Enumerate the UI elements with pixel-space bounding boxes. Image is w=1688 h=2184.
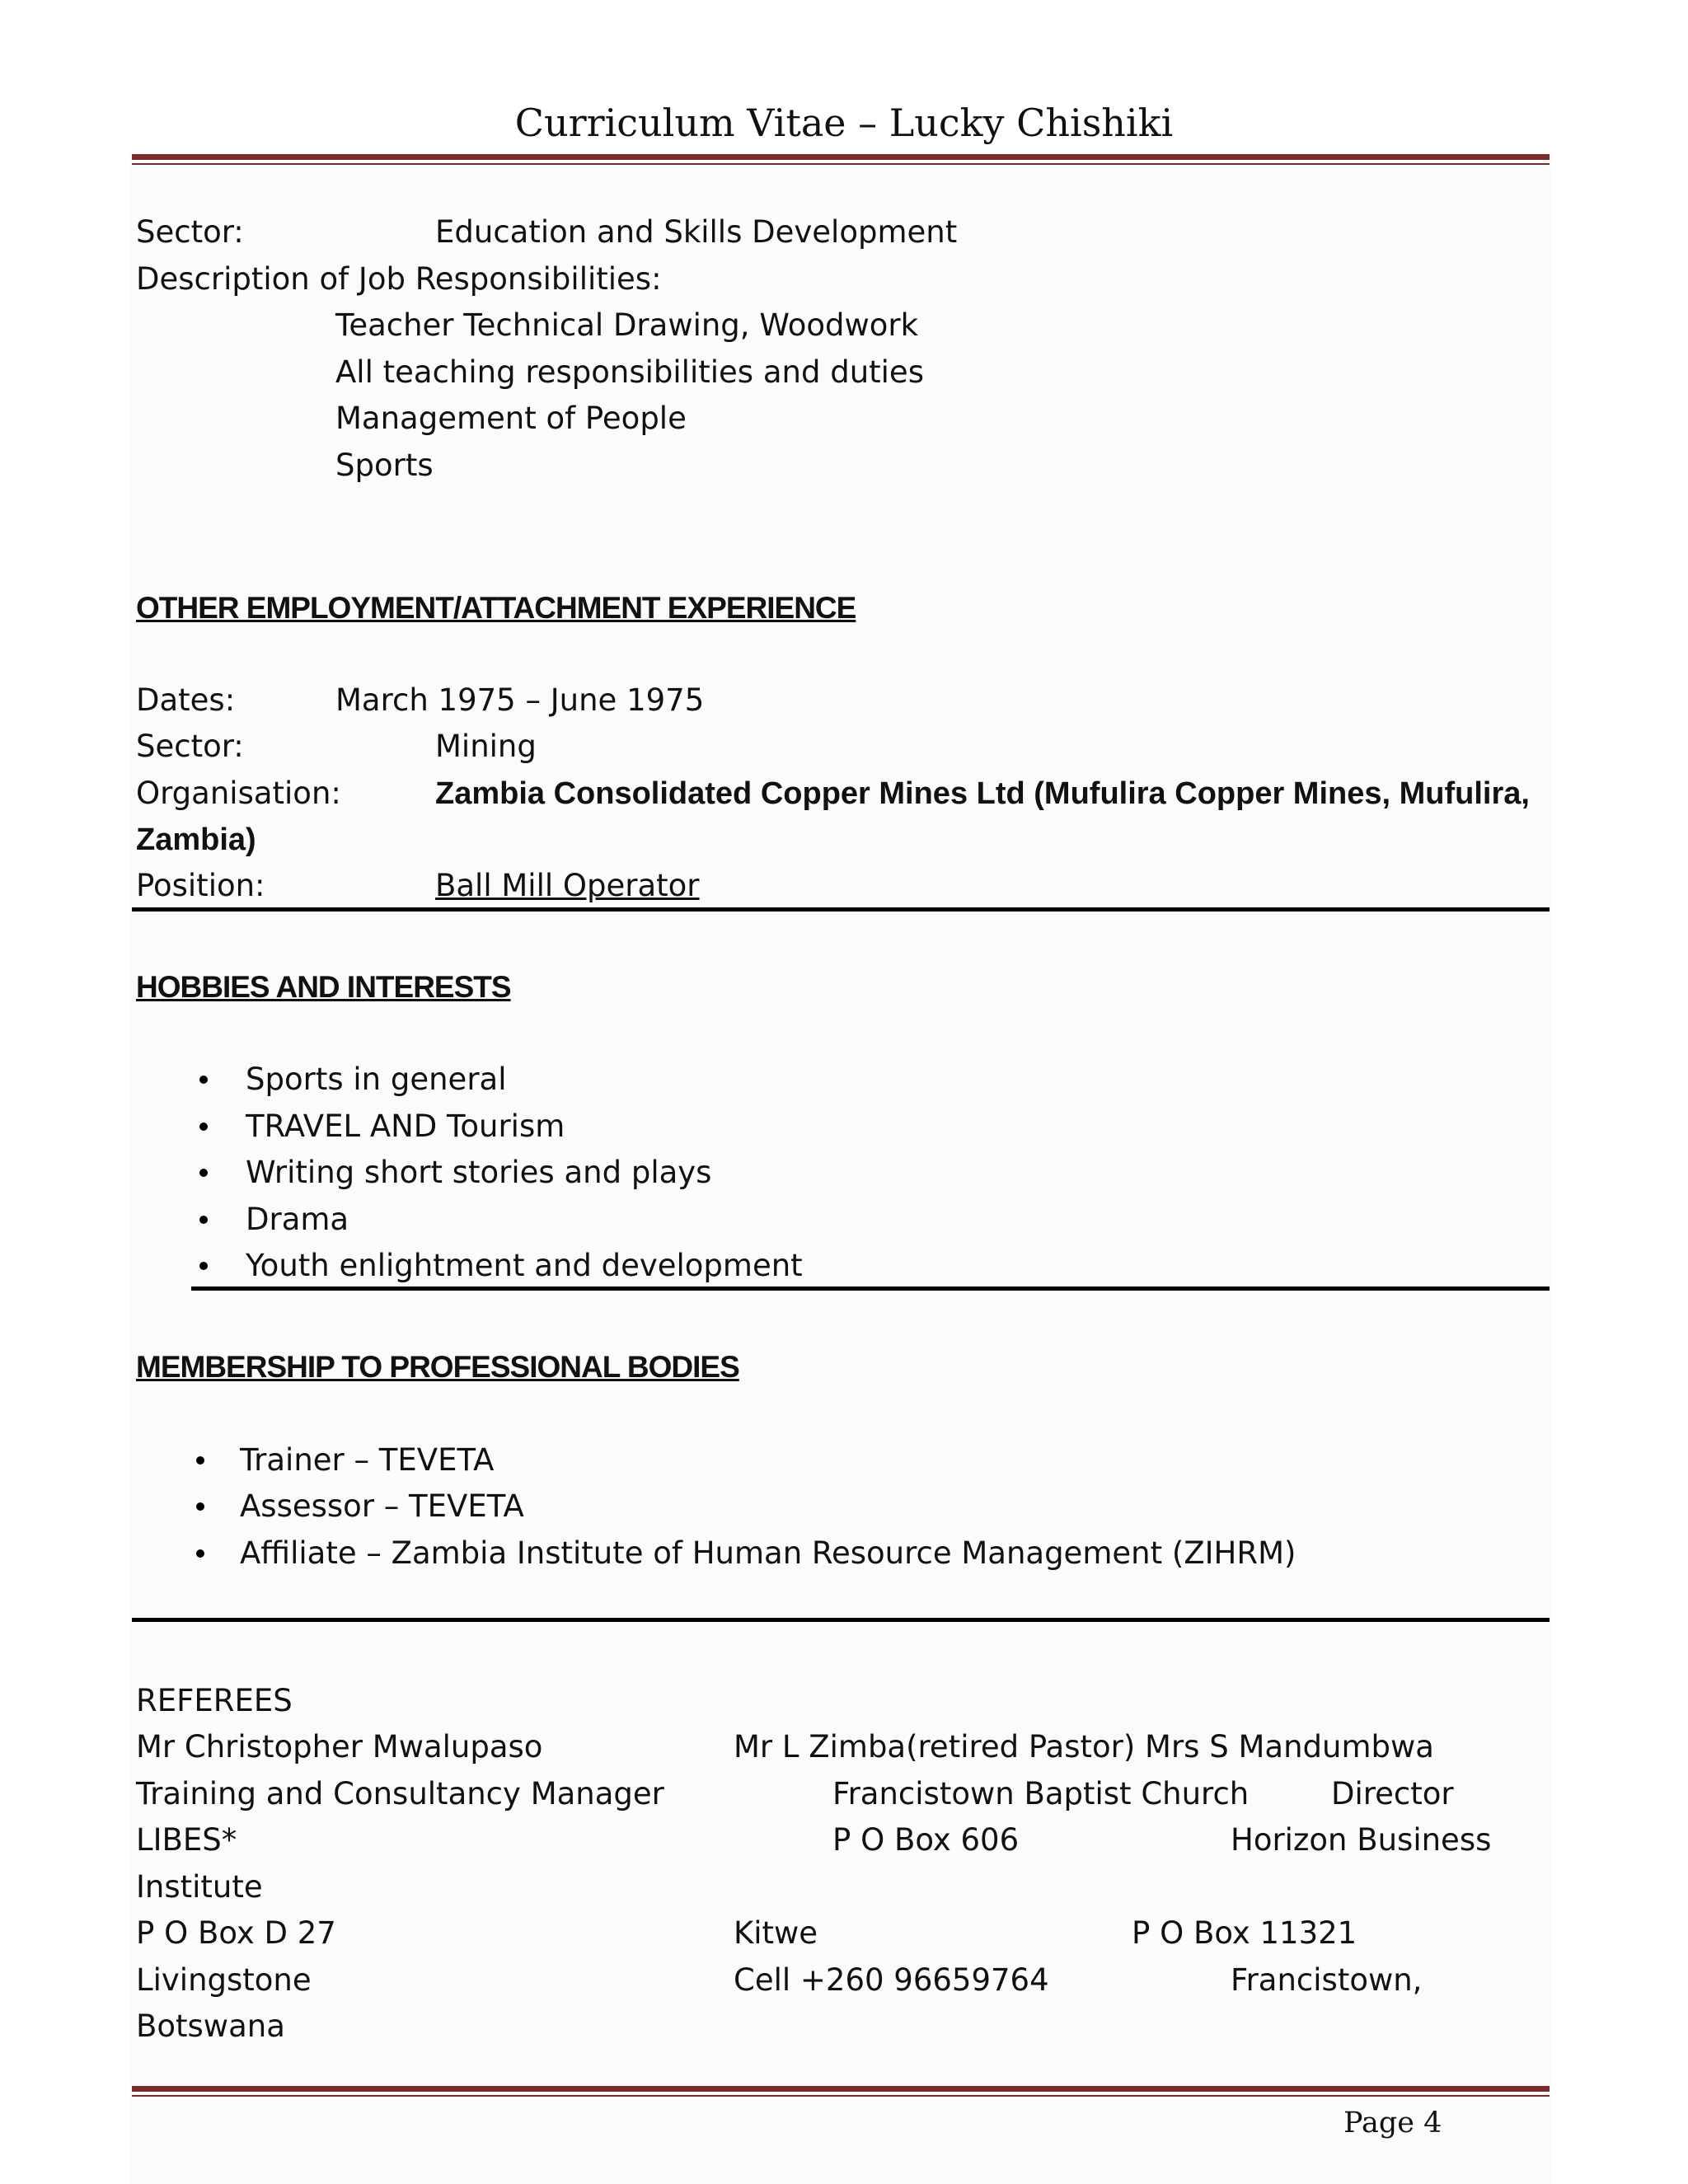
referee-2-cell: Cell +260 96659764 — [734, 1962, 1049, 1998]
section-divider — [132, 1618, 1550, 1622]
bullet — [199, 1262, 208, 1270]
section-divider — [132, 907, 1550, 912]
dates-value: March 1975 – June 1975 — [335, 682, 705, 718]
organisation-value-cont: Zambia) — [136, 823, 256, 857]
position-label: Position: — [136, 868, 265, 903]
hobby-item: Youth enlightment and development — [246, 1248, 803, 1283]
bullet — [196, 1549, 204, 1558]
hobby-item: Sports in general — [246, 1062, 507, 1097]
hobby-item: TRAVEL AND Tourism — [246, 1108, 565, 1144]
hobbies-heading: HOBBIES AND INTERESTS — [136, 970, 511, 1004]
responsibility-item: All teaching responsibilities and duties — [335, 354, 924, 390]
referee-3-box: P O Box 11321 — [1132, 1915, 1357, 1951]
membership-heading: MEMBERSHIP TO PROFESSIONAL BODIES — [136, 1350, 739, 1384]
referee-3-town: Francistown, — [1231, 1962, 1423, 1998]
membership-item: Affiliate – Zambia Institute of Human Resource Management (ZIHRM) — [240, 1535, 1296, 1571]
page-title: Curriculum Vitae – Lucky Chishiki — [514, 101, 1174, 145]
referees-heading: REFEREES — [136, 1683, 293, 1718]
header-rule — [132, 154, 1550, 160]
page-number: Page 4 — [1343, 2107, 1442, 2139]
dates-label: Dates: — [136, 682, 236, 718]
referee-2-org: Francistown Baptist Church — [832, 1776, 1250, 1811]
referee-2-town: Kitwe — [734, 1915, 818, 1951]
referee-2-3-names: Mr L Zimba(retired Pastor) Mrs S Mandumbwa — [734, 1729, 1434, 1765]
responsibility-item: Teacher Technical Drawing, Woodwork — [335, 307, 919, 343]
sector-label: Sector: — [136, 729, 244, 764]
bullet — [196, 1456, 204, 1465]
other-employment-heading: OTHER EMPLOYMENT/ATTACHMENT EXPERIENCE — [136, 591, 856, 625]
sector-label: Sector: — [136, 214, 244, 250]
membership-item: Trainer – TEVETA — [240, 1442, 495, 1478]
bullet — [199, 1076, 208, 1084]
referee-3-business: Horizon Business — [1231, 1822, 1492, 1858]
organisation-value: Zambia Consolidated Copper Mines Ltd (Mufulira Copper Mines, Mufulira, — [435, 776, 1530, 811]
responsibility-item: Management of People — [335, 401, 687, 436]
bullet — [199, 1216, 208, 1224]
referee-1-line: P O Box D 27 — [136, 1915, 336, 1951]
responsibility-item: Sports — [335, 448, 434, 483]
referee-1-line: LIBES* — [136, 1822, 237, 1858]
bullet — [196, 1502, 204, 1511]
referee-1-line: Training and Consultancy Manager — [136, 1776, 664, 1811]
footer-rule — [132, 2086, 1550, 2092]
sector-value: Mining — [435, 729, 537, 764]
position-value: Ball Mill Operator — [435, 868, 700, 903]
referee-1-line: Mr Christopher Mwalupaso — [136, 1729, 543, 1765]
description-label: Description of Job Responsibilities: — [136, 261, 662, 297]
sector-value: Education and Skills Development — [435, 214, 958, 250]
referee-3-title: Director — [1331, 1776, 1454, 1811]
organisation-label: Organisation: — [136, 776, 341, 811]
referee-2-box: P O Box 606 — [832, 1822, 1020, 1858]
membership-item: Assessor – TEVETA — [240, 1488, 524, 1524]
bullet — [199, 1122, 208, 1131]
referee-1-line: Institute — [136, 1869, 263, 1905]
section-divider — [191, 1286, 1550, 1291]
referee-1-line: Livingstone — [136, 1962, 312, 1998]
header-rule-thin — [132, 163, 1550, 165]
footer-rule-thin — [132, 2095, 1550, 2097]
hobby-item: Drama — [246, 1202, 349, 1237]
bullet — [199, 1169, 208, 1177]
hobby-item: Writing short stories and plays — [246, 1155, 712, 1190]
referee-1-line: Botswana — [136, 2008, 285, 2044]
